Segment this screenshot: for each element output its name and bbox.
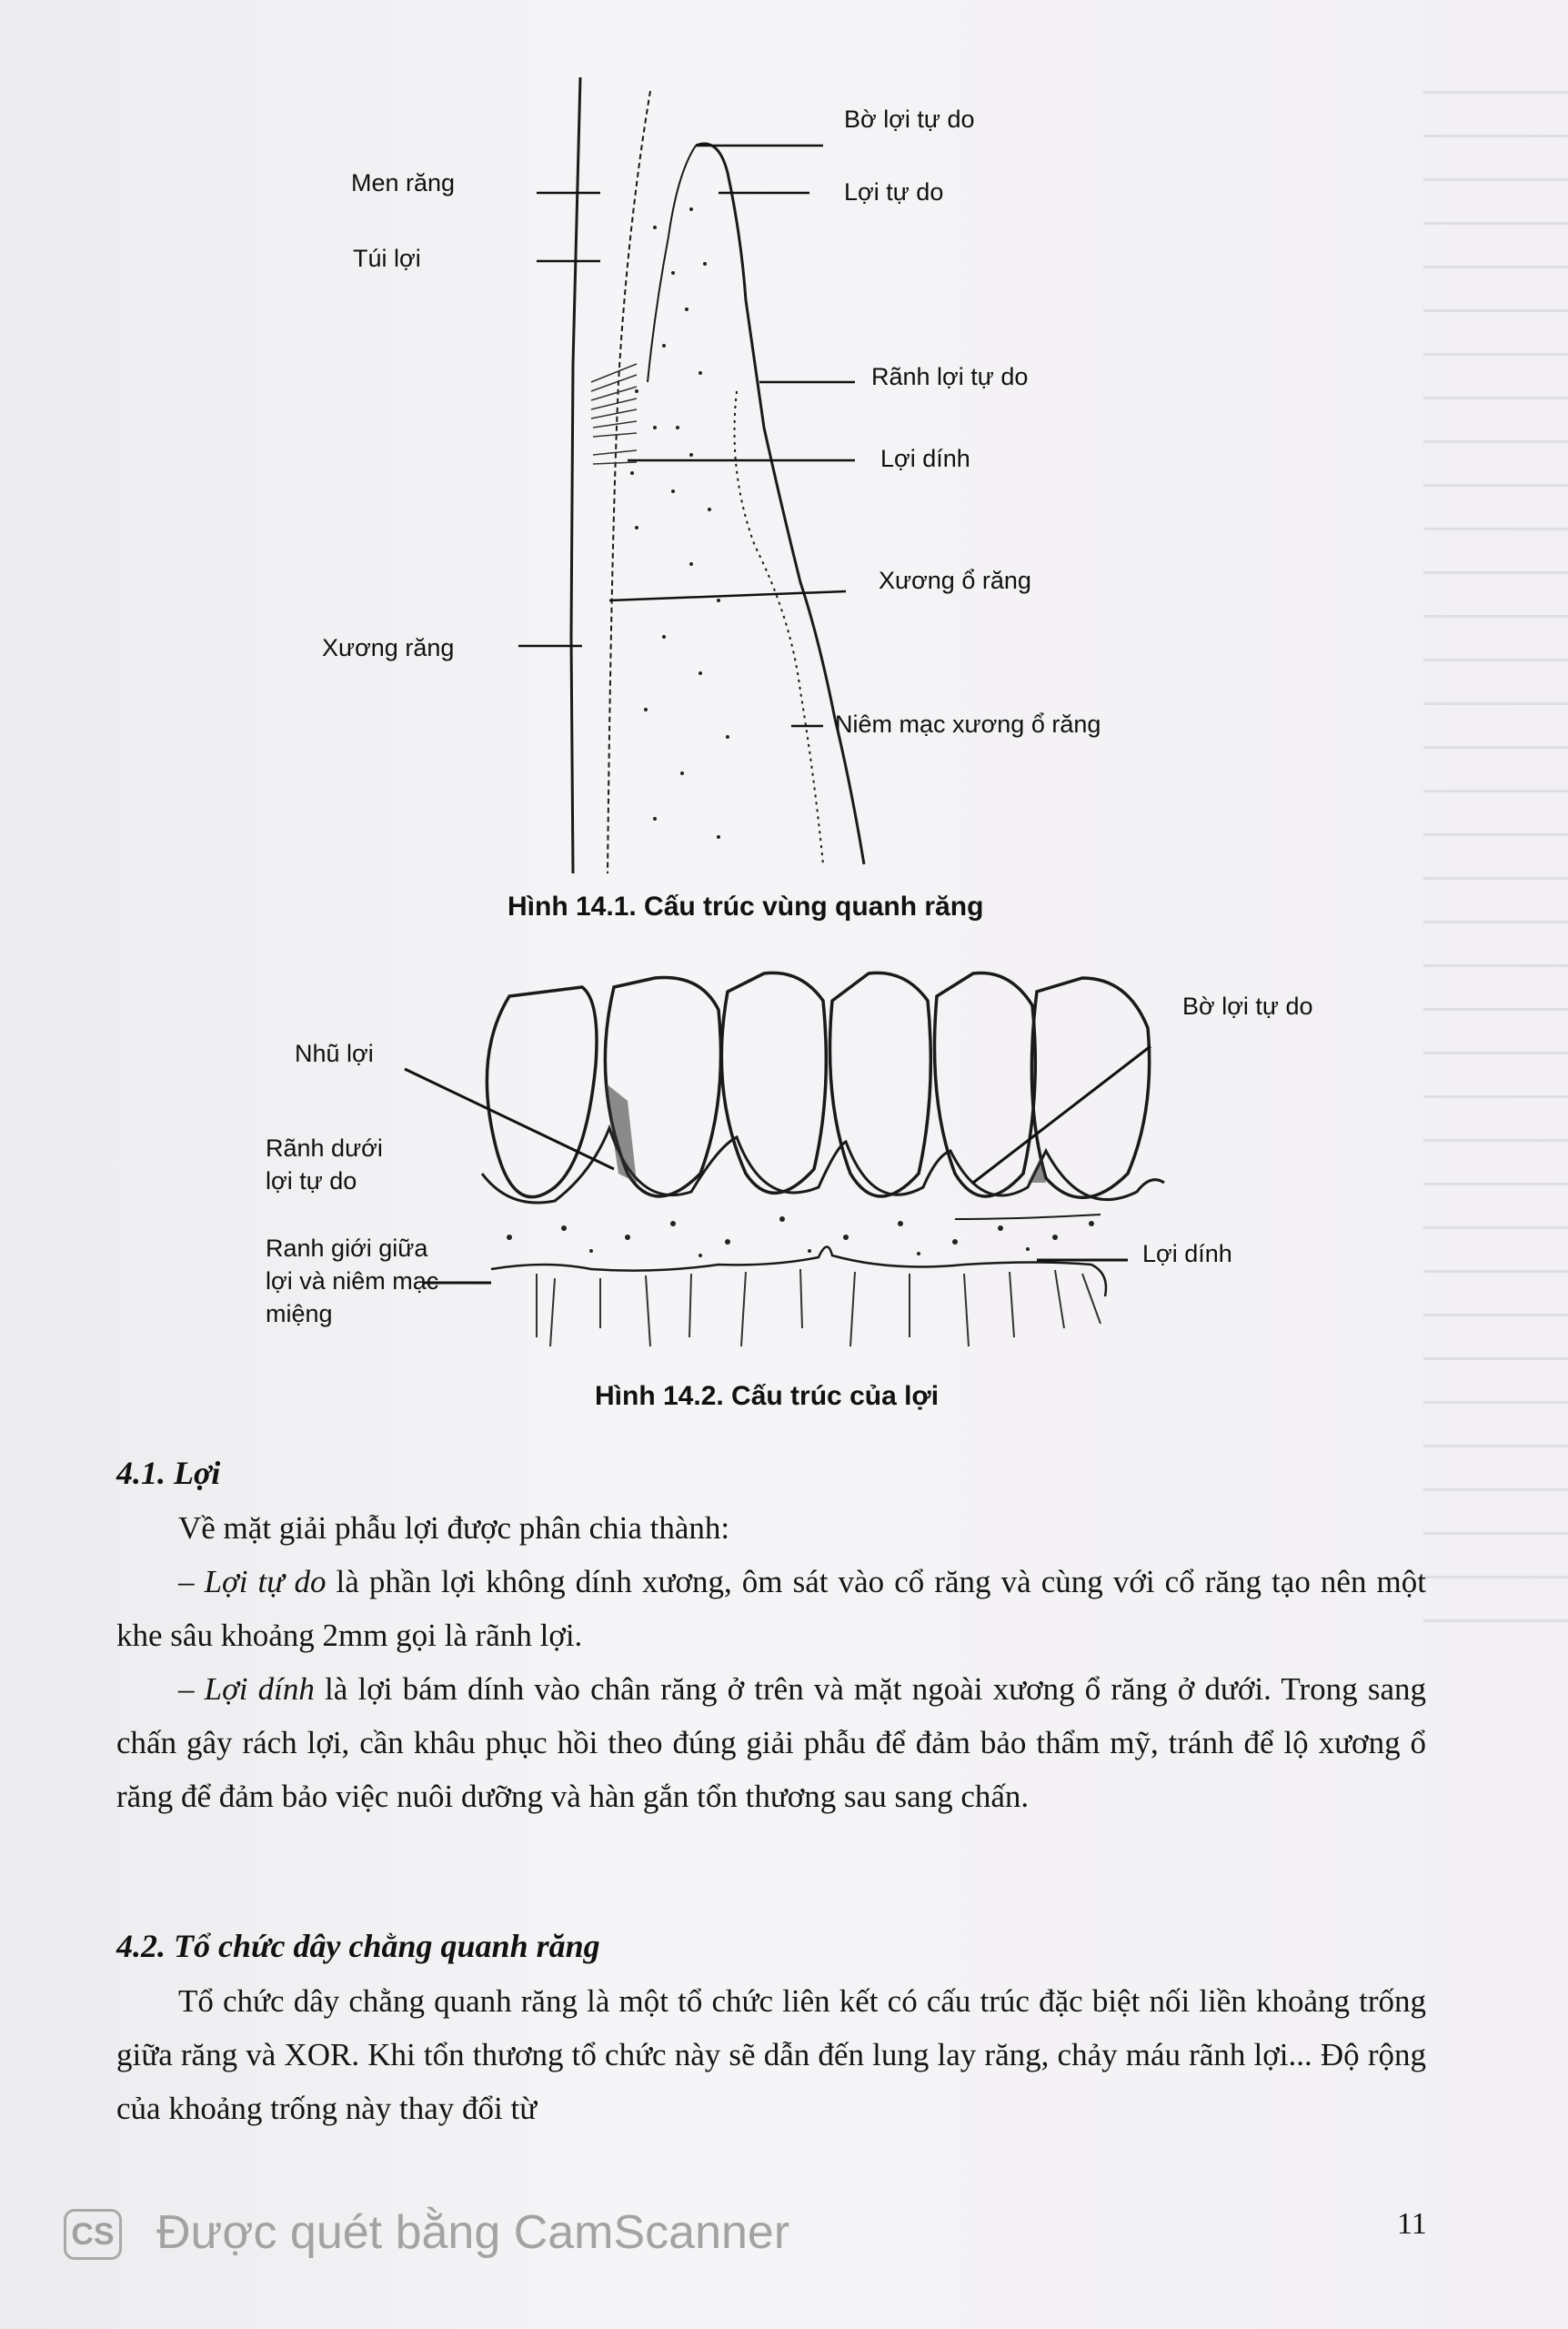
figure-1-leader-lines xyxy=(518,146,855,726)
tooth-surface-line xyxy=(571,77,580,873)
label-ranh-loi-tu-do: Rãnh lợi tự do xyxy=(871,363,1029,390)
mucogingival-junction xyxy=(491,1246,1106,1296)
item-1-term: Lợi tự do xyxy=(204,1564,327,1599)
tooth-3 xyxy=(721,973,826,1193)
figure-14-1-drawing xyxy=(0,0,1568,910)
label-loi-tu-do: Lợi tự do xyxy=(844,178,944,206)
tooth-4 xyxy=(830,973,931,1196)
label-bo-loi-tu-do-1: Bờ lợi tự do xyxy=(844,106,975,133)
inner-gingiva xyxy=(648,146,696,382)
camscanner-logo: CS xyxy=(64,2209,122,2260)
fiber-hatching xyxy=(591,364,637,464)
label-bo-loi-tu-do-2: Bờ lợi tự do xyxy=(1182,993,1313,1020)
tooth-6 xyxy=(1031,978,1149,1197)
tissue-stipple xyxy=(630,207,729,839)
label-nhu-loi: Nhũ lợi xyxy=(295,1040,374,1067)
item-2-term: Lợi dính xyxy=(204,1671,315,1707)
mucosa-hatching xyxy=(537,1269,1101,1346)
section-4-1-intro: Về mặt giải phẫu lợi được phân chia thành: xyxy=(178,1510,730,1546)
section-4-2-heading: 4.2. Tổ chức dây chằng quanh răng xyxy=(116,1928,600,1964)
item-1-text: là phần lợi không dính xương, ôm sát vào cổ răng và cùng với cổ răng tạo nên một khe sâu khoảng 2mm gọi là rãnh lợi. xyxy=(116,1564,1427,1653)
attached-gingiva-lower xyxy=(955,1215,1101,1219)
item-2-text: là lợi bám dính vào chân răng ở trên và mặt ngoài xương ổ răng ở dưới. Trong sang chấn gây rách lợi, cần khâu phục hồi theo đúng giải phẫu để đảm bảo thẩm mỹ, tránh để lộ xương ổ răng để đảm bảo việc nuôi dưỡng và hàn gắn tổn thương sau sang chấn. xyxy=(116,1671,1426,1814)
gingiva-stipple xyxy=(507,1216,1094,1257)
label-loi-dinh-2: Lợi dính xyxy=(1142,1240,1232,1267)
label-ranh-duoi-line1: Rãnh dưới xyxy=(266,1134,383,1162)
label-men-rang: Men răng xyxy=(351,169,456,197)
label-ranh-gioi-line1: Ranh giới giữa xyxy=(266,1235,428,1262)
section-4-1-heading: 4.1. Lợi xyxy=(116,1455,221,1491)
figure-14-1-caption: Hình 14.1. Cấu trúc vùng quanh răng xyxy=(508,892,984,922)
section-4-1-item-2 xyxy=(116,1662,1426,1823)
label-ranh-gioi-line2: lợi và niêm mạc xyxy=(266,1267,439,1295)
item-2-dash: – xyxy=(178,1671,205,1707)
gingiva-outline xyxy=(696,144,864,864)
figure-14-2-caption: Hình 14.2. Cấu trúc của lợi xyxy=(595,1381,940,1411)
root-outline xyxy=(608,91,650,873)
section-4-1-body xyxy=(116,1501,1426,1823)
label-niem-mac-xuong-o-rang: Niêm mạc xương ổ răng xyxy=(835,711,1101,738)
label-ranh-gioi-line3: miệng xyxy=(266,1300,333,1327)
tooth-5 xyxy=(935,973,1036,1196)
figure-14-2-drawing xyxy=(0,946,1568,1401)
label-ranh-duoi-line2: lợi tự do xyxy=(266,1167,357,1195)
tooth-1 xyxy=(487,987,597,1197)
section-4-1-item-1 xyxy=(116,1555,1426,1662)
label-xuong-rang: Xương răng xyxy=(322,634,455,661)
label-loi-dinh-1: Lợi dính xyxy=(880,445,970,472)
page-number: 11 xyxy=(1397,2207,1427,2241)
section-4-2-text: Tổ chức dây chằng quanh răng là một tổ chức liên kết có cấu trúc đặc biệt nối liền khoảng trống giữa răng và XOR. Khi tổn thương tổ chức này sẽ dẫn đến lung lay răng, chảy máu rãnh lợi... Độ rộng của khoảng trống này thay đổi từ xyxy=(116,1983,1426,2126)
label-xuong-o-rang: Xương ổ răng xyxy=(879,567,1031,594)
camscanner-watermark-text: Được quét bằng CamScanner xyxy=(156,2206,790,2259)
bone-surface xyxy=(735,391,824,864)
section-4-2-body xyxy=(116,1974,1426,2135)
label-tui-loi: Túi lợi xyxy=(353,245,421,272)
item-1-dash: – xyxy=(178,1564,205,1599)
